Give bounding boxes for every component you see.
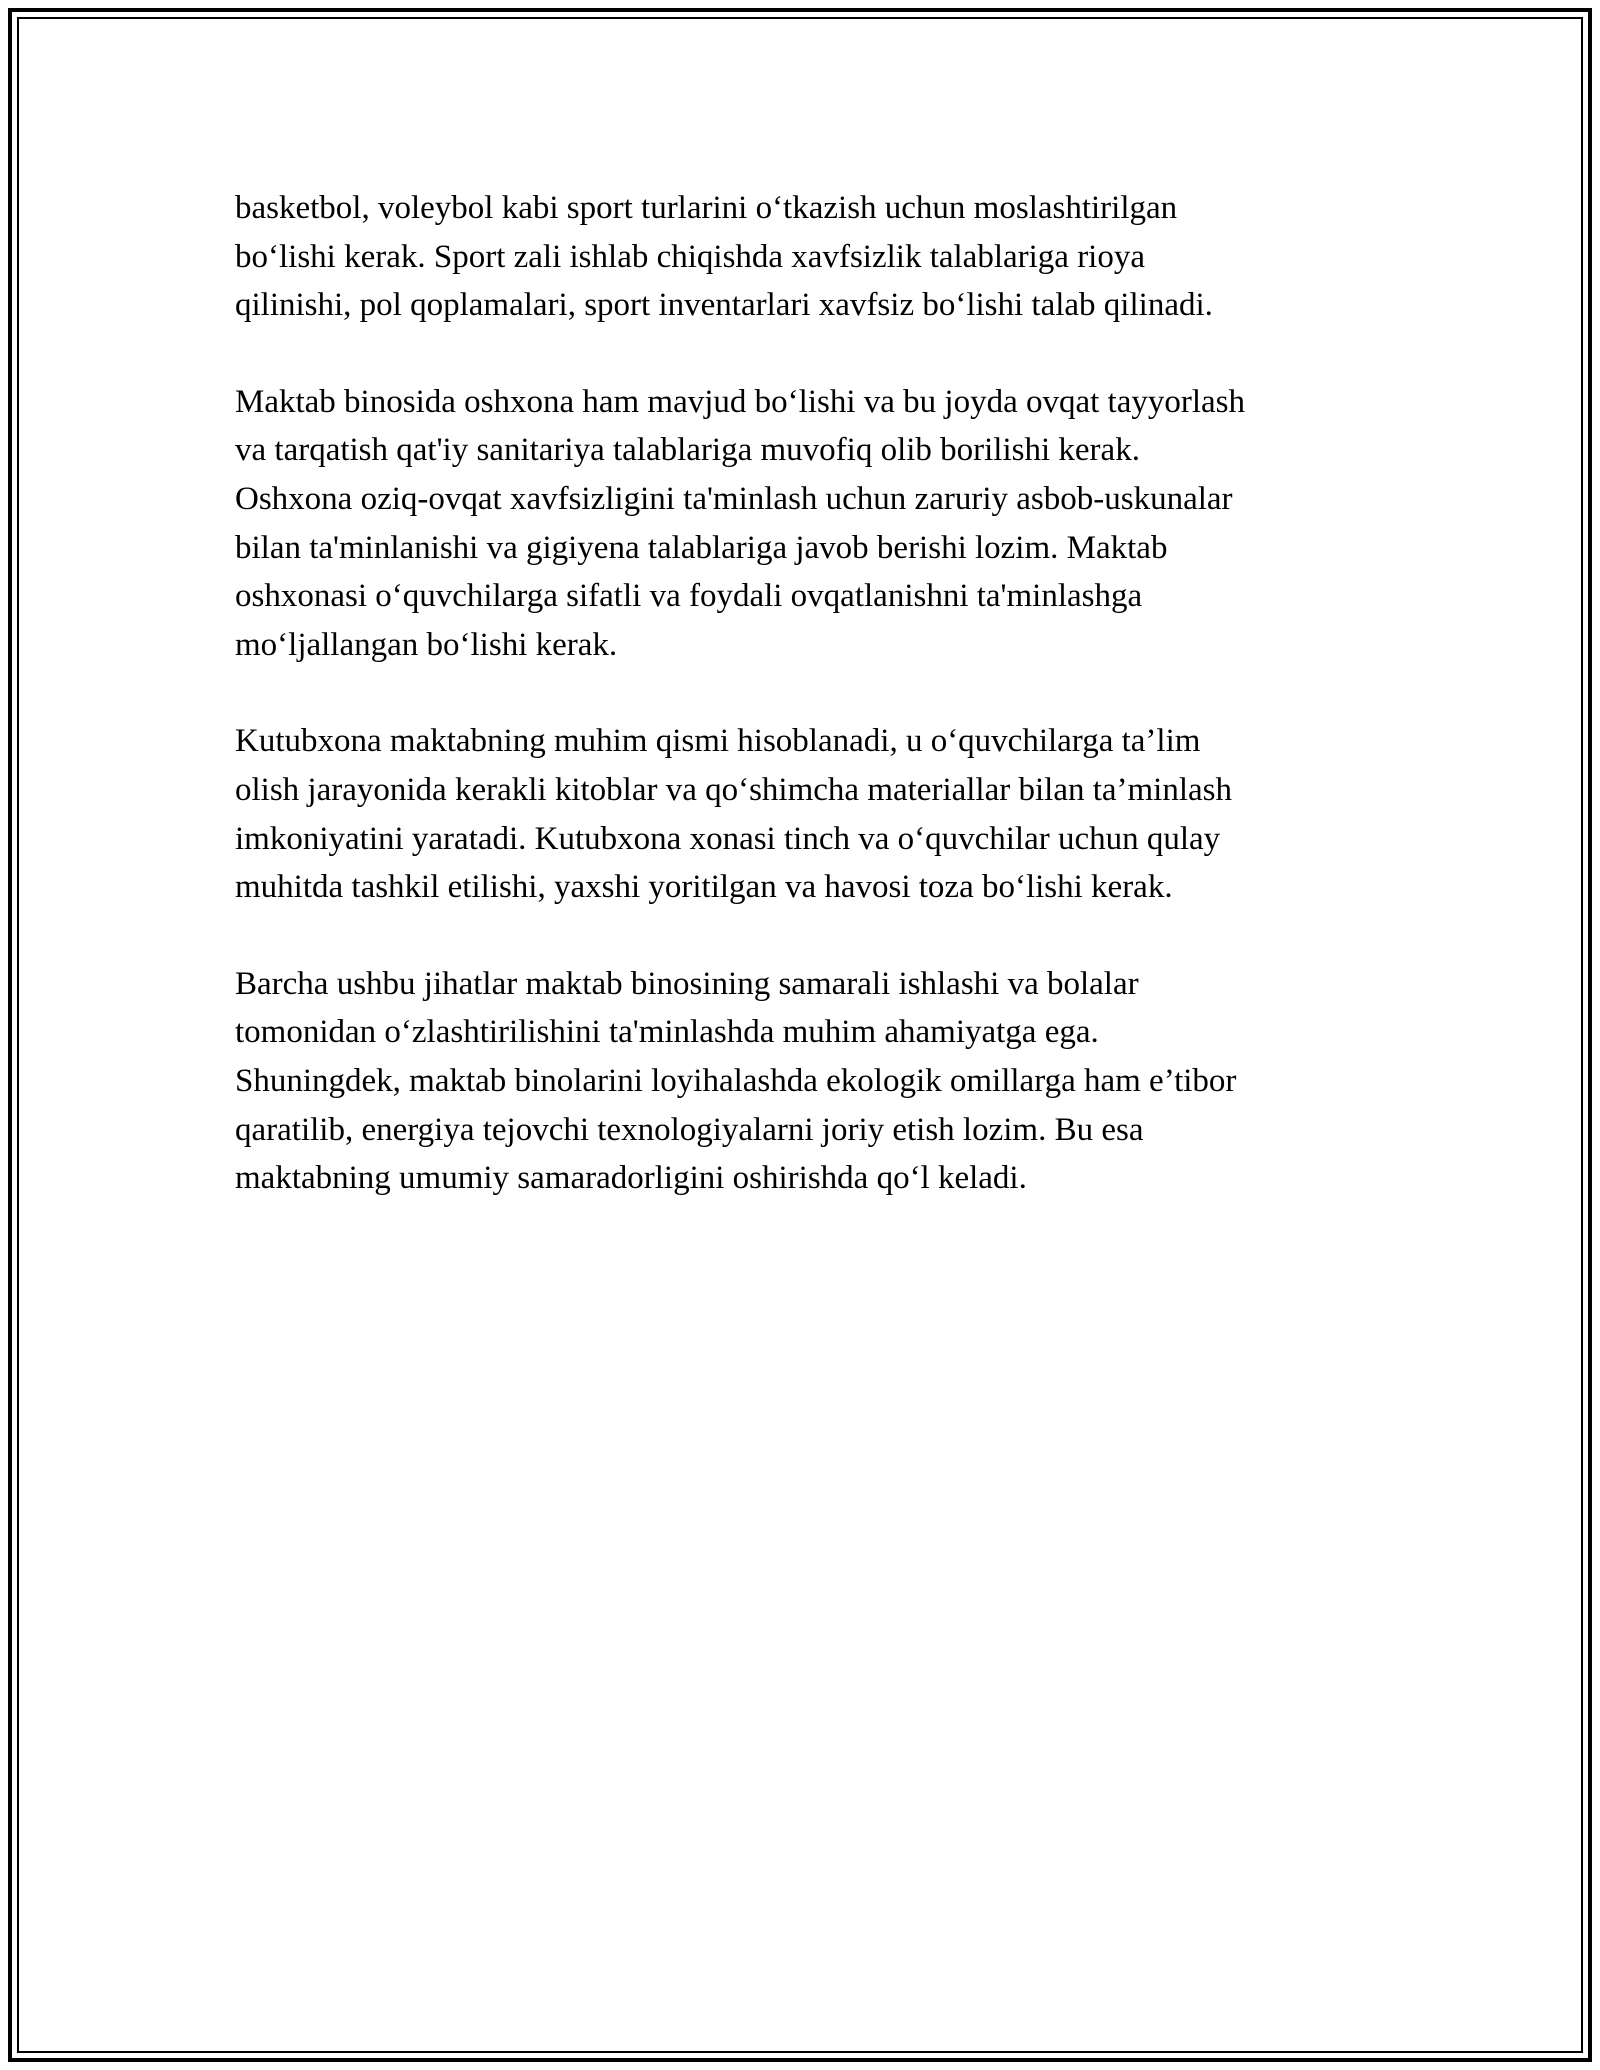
text-line: maktabning umumiy samaradorligini oshirishda qoʻl keladi. [235,1160,1027,1197]
text-line: Oshxona oziq-ovqat xavfsizligini ta'minlash uchun zaruriy asbob-uskunalar [235,480,1233,517]
document-body [235,184,1365,1251]
text-line: oshxonasi oʻquvchilarga sifatli va foydali ovqatlanishni ta'minlashga [235,578,1143,615]
paragraph-library [235,717,1365,911]
paragraph-kitchen [235,378,1365,670]
text-line: muhitda tashkil etilishi, yaxshi yoritilgan va havosi toza boʻlishi kerak. [235,869,1173,906]
paragraph-sport-hall [235,184,1365,330]
text-line: imkoniyatini yaratadi. Kutubxona xonasi tinch va oʻquvchilar uchun qulay [235,820,1221,857]
text-line: bilan ta'minlanishi va gigiyena talablariga javob berishi lozim. Maktab [235,529,1168,566]
text-line: tomonidan oʻzlashtirilishini ta'minlashda muhim ahamiyatga ega. [235,1014,1099,1051]
text-line: va tarqatish qat'iy sanitariya talablariga muvofiq olib borilishi kerak. [235,432,1140,469]
text-line: qaratilib, energiya tejovchi texnologiyalarni joriy etish lozim. Bu esa [235,1111,1144,1148]
text-line: basketbol, voleybol kabi sport turlarini oʻtkazish uchun moslashtirilgan [235,190,1178,226]
text-line: moʻljallangan boʻlishi kerak. [235,626,618,663]
paragraph-conclusion [235,960,1365,1203]
text-line: olish jarayonida kerakli kitoblar va qoʻshimcha materiallar bilan ta’minlash [235,771,1233,808]
text-line: boʻlishi kerak. Sport zali ishlab chiqishda xavfsizlik talablariga rioya [235,238,1145,275]
text-line: qilinishi, pol qoplamalari, sport inventarlari xavfsiz boʻlishi talab qilinadi. [235,287,1213,324]
text-line: Kutubxona maktabning muhim qismi hisoblanadi, u oʻquvchilarga ta’lim [235,723,1201,760]
text-line: Shuningdek, maktab binolarini loyihalashda ekologik omillarga ham e’tibor [235,1062,1237,1099]
text-line: Barcha ushbu jihatlar maktab binosining samarali ishlashi va bolalar [235,965,1139,1002]
text-line: Maktab binosida oshxona ham mavjud boʻlishi va bu joyda ovqat tayyorlash [235,383,1245,420]
